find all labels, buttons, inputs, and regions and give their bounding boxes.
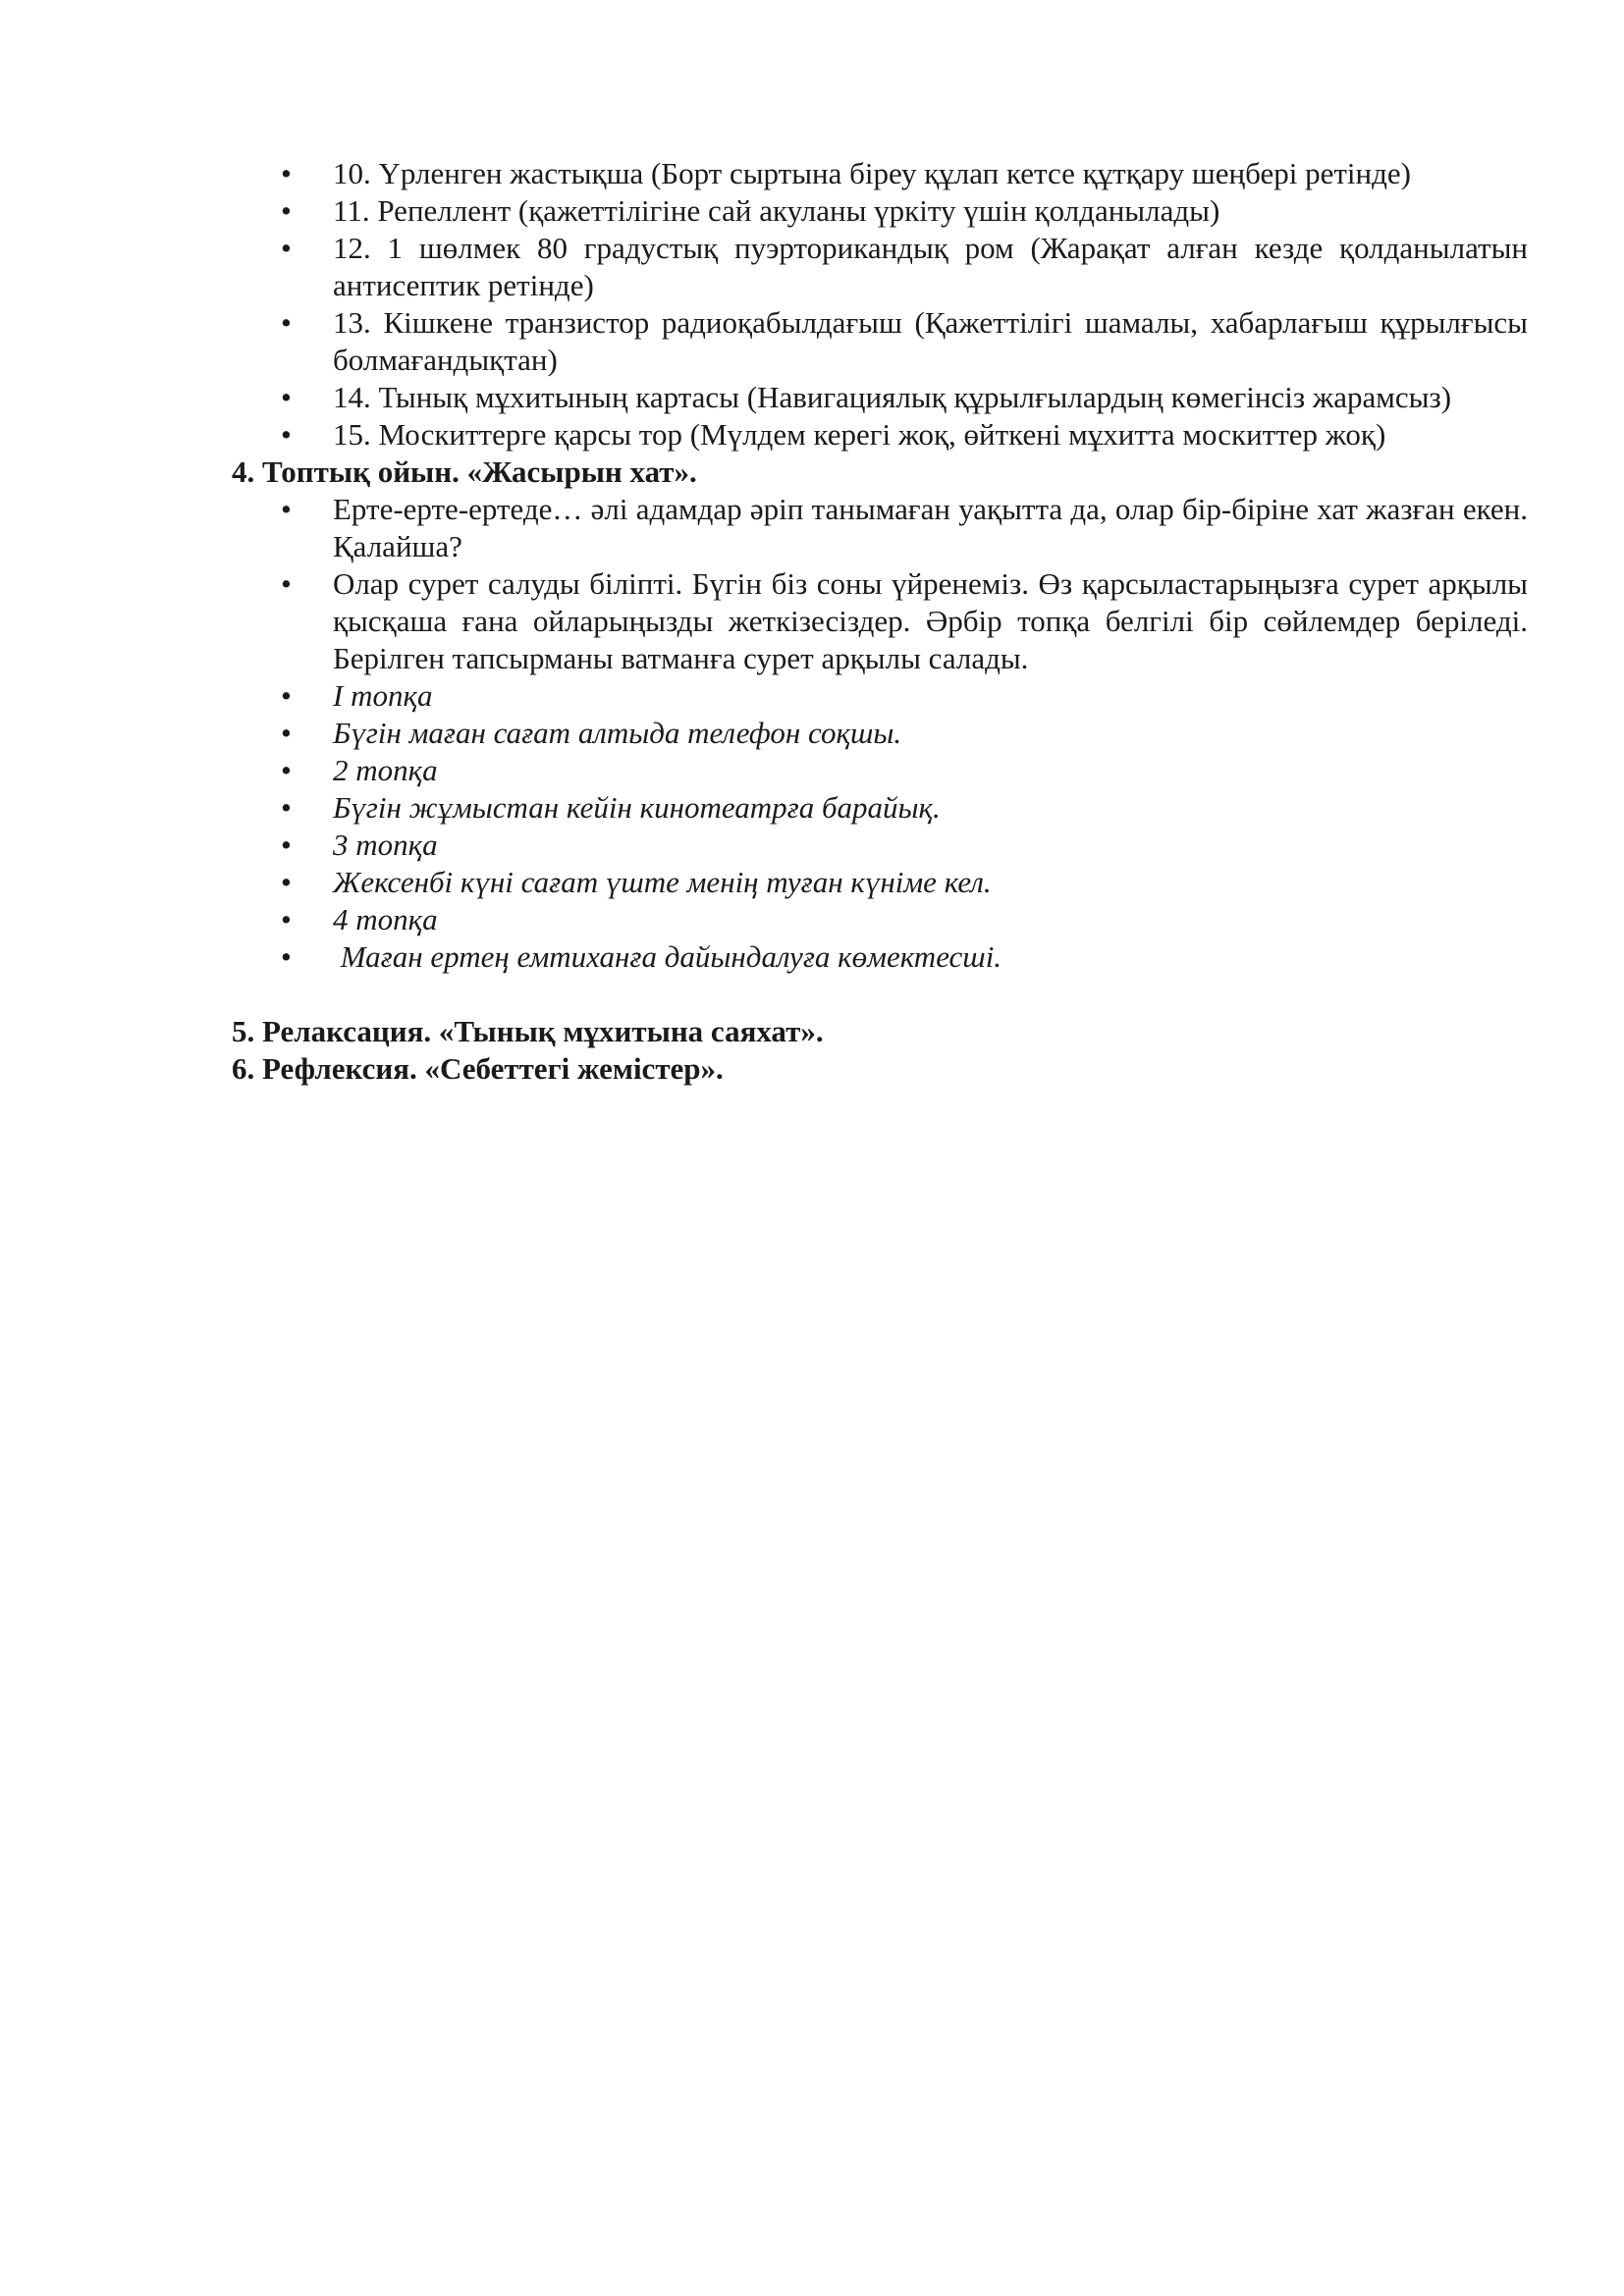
list-item	[281, 416, 1528, 454]
list-item	[281, 304, 1528, 379]
group-sentence-text: Бүгін жұмыстан кейін кинотеатрға барайық.	[333, 790, 941, 825]
section-4-heading: 4. Топтық ойын. «Жасырын хат».	[232, 454, 697, 489]
list-item	[281, 565, 1528, 677]
group-sentence	[281, 938, 1528, 976]
bullet-icon: •	[281, 417, 292, 452]
group-label	[281, 752, 1528, 789]
list-item	[281, 192, 1528, 230]
bullet-icon: •	[281, 566, 292, 601]
list-item-text: 13. Кішкене транзистор радиоқабылдағыш (Қажеттілігі шамалы, хабарлағыш құрылғысы болмағандықтан)	[333, 305, 1528, 377]
bullet-icon: •	[281, 678, 292, 713]
blank-line	[232, 976, 1528, 1013]
list-item-text: 14. Тынық мұхитының картасы (Навигациялық құрылғылардың көмегінсіз жарамсыз)	[333, 380, 1452, 414]
list-item	[281, 155, 1528, 192]
group-label	[281, 677, 1528, 715]
page-content	[232, 155, 1528, 1088]
list-item-text: 10. Үрленген жастықша (Борт сыртына біреу құлап кетсе құтқару шеңбері ретінде)	[333, 156, 1411, 190]
group-sentence-text: Жексенбі күні сағат үште менің туған күніме кел.	[333, 865, 992, 899]
group-sentence-text: Маған ертең емтиханға дайындалуға көмектесші.	[333, 939, 1002, 974]
list-item	[281, 230, 1528, 304]
bullet-icon: •	[281, 156, 292, 190]
bullet-icon: •	[281, 380, 292, 414]
list-item	[281, 491, 1528, 565]
group-label-text: 2 топқа	[333, 753, 438, 787]
list-item-text: 11. Репеллент (қажеттілігіне сай акуланы үркіту үшін қолданылады)	[333, 193, 1220, 228]
section-5-heading: 5. Релаксация. «Тынық мұхитына саяхат».	[232, 1014, 824, 1048]
bullet-icon: •	[281, 790, 292, 825]
bullet-icon: •	[281, 939, 292, 974]
group-sentence	[281, 715, 1528, 752]
list-item-text: 15. Москиттерге қарсы тор (Мүлдем керегі жоқ, өйткені мұхитта москиттер жоқ)	[333, 417, 1386, 452]
group-label-text: 3 топқа	[333, 828, 438, 862]
bullet-icon: •	[281, 865, 292, 899]
bullet-icon: •	[281, 492, 292, 526]
group-label-text: І топқа	[333, 678, 433, 713]
bullet-icon: •	[281, 716, 292, 750]
group-sentence	[281, 789, 1528, 827]
section-4-list	[232, 491, 1528, 976]
list-item-text: 12. 1 шөлмек 80 градустық пуэрторикандық ром (Жарақат алған кезде қолданылатын антисептик ретінде)	[333, 231, 1528, 302]
bullet-icon: •	[281, 753, 292, 787]
group-sentence	[281, 864, 1528, 901]
bullet-icon: •	[281, 305, 292, 340]
group-label	[281, 901, 1528, 938]
group-label	[281, 827, 1528, 864]
group-label-text: 4 топқа	[333, 902, 438, 936]
bullet-icon: •	[281, 231, 292, 265]
bullet-icon: •	[281, 193, 292, 228]
bullet-icon: •	[281, 828, 292, 862]
list-item	[281, 379, 1528, 416]
paragraph-text: Ерте-ерте-ертеде… әлі адамдар әріп танымаған уақытта да, олар бір-біріне хат жазған екен. Қалайша?	[333, 492, 1528, 563]
group-sentence-text: Бүгін маған сағат алтыда телефон соқшы.	[333, 716, 902, 750]
bullet-icon: •	[281, 902, 292, 936]
items-list	[232, 155, 1528, 454]
section-6-heading: 6. Рефлексия. «Себеттегі жемістер».	[232, 1051, 724, 1086]
paragraph-text: Олар сурет салуды біліпті. Бүгін біз соны үйренеміз. Өз қарсыластарыңызға сурет арқылы қысқаша ғана ойларыңызды жеткізесіздер. Әрбір топқа белгілі бір сөйлемдер беріледі. Берілген тапсырманы ватманға сурет арқылы салады.	[333, 566, 1528, 675]
